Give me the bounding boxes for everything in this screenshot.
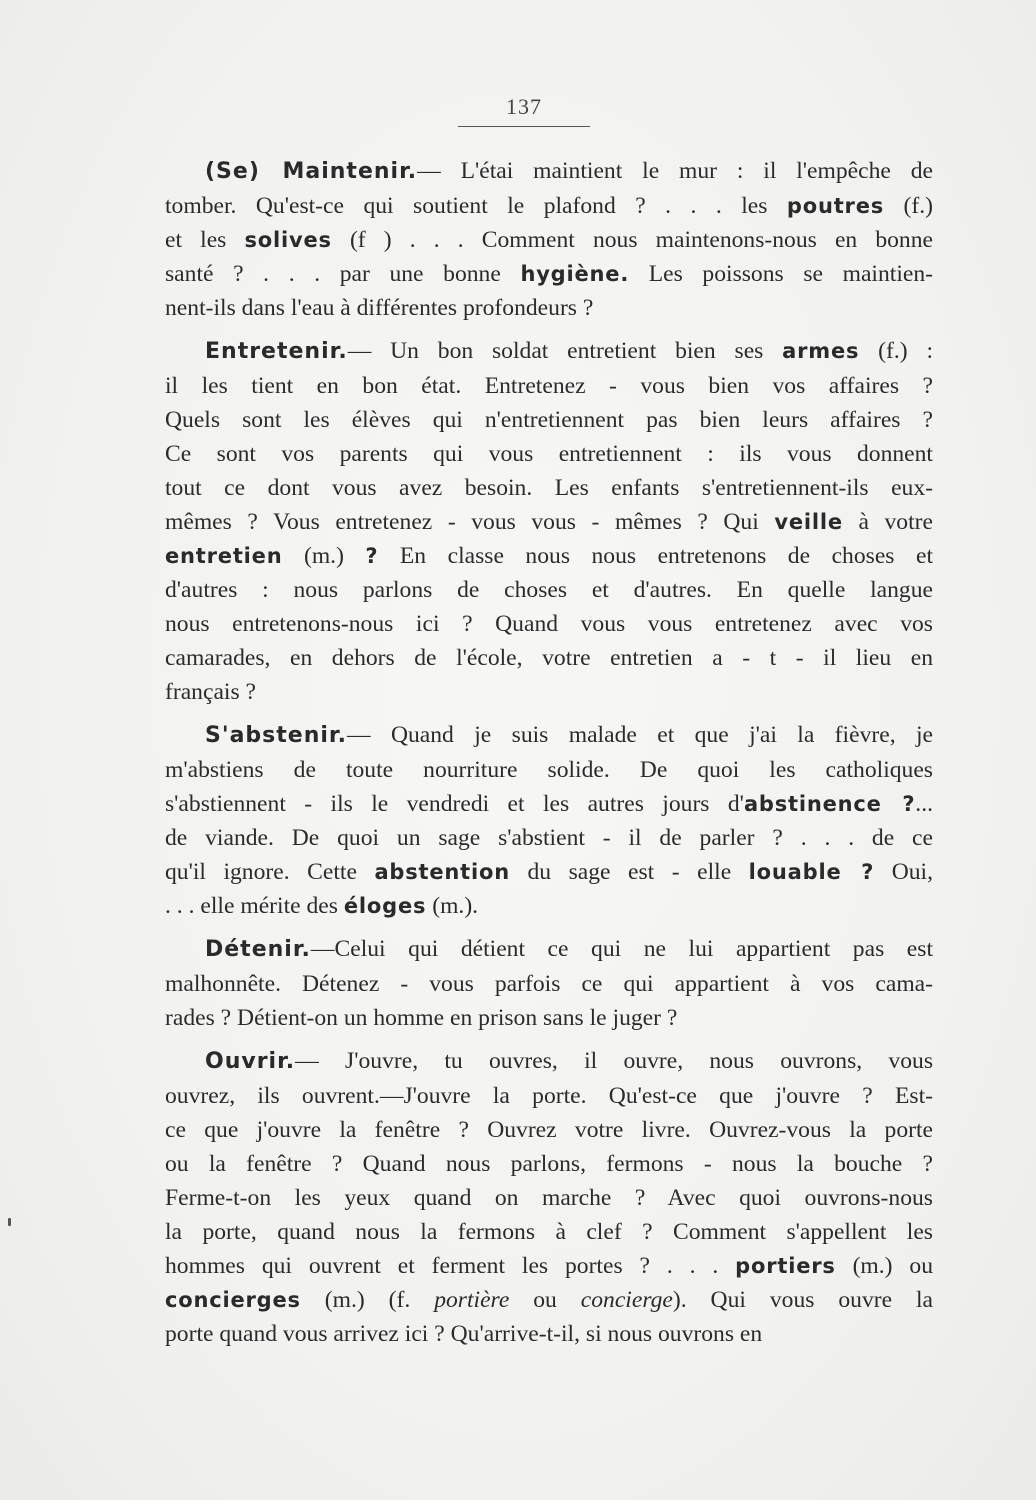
text-run: hommes qui ouvrent et ferment les portes ? . . .	[165, 1253, 736, 1279]
paragraph-ouvrir	[125, 1044, 933, 1351]
vocabulary-word: abstinence ?	[743, 792, 916, 816]
text-line	[125, 1147, 933, 1181]
paragraph-detenir	[125, 932, 933, 1035]
text-run: ...	[915, 791, 933, 817]
text-run: Oui,	[874, 859, 933, 885]
text-line	[125, 718, 933, 753]
entry-headword: Ouvrir.	[205, 1049, 296, 1074]
text-line	[125, 1215, 933, 1249]
italic-word: concierge	[580, 1287, 673, 1313]
text-line	[125, 641, 933, 675]
text-line	[125, 154, 933, 189]
text-line	[125, 573, 933, 607]
text-run: — J'ouvre, tu ouvres, il ouvre, nous ouvrons, vous	[295, 1048, 933, 1074]
vocabulary-word: ?	[365, 544, 379, 568]
text-run: (f.)	[884, 193, 933, 219]
text-line	[125, 291, 933, 325]
vocabulary-word: entretien	[165, 544, 283, 568]
text-line	[125, 607, 933, 641]
entry-headword: (Se) Maintenir.	[205, 159, 418, 184]
text-run: (f ) . . . Comment nous maintenons-nous en bonne	[331, 227, 933, 253]
text-line	[125, 1249, 933, 1283]
text-line	[125, 1113, 933, 1147]
text-run: (m.) (f.	[300, 1287, 435, 1313]
vocabulary-word: abstention	[374, 860, 510, 884]
text-line	[125, 821, 933, 855]
text-line	[125, 753, 933, 787]
text-run: français ?	[165, 679, 257, 705]
text-run: rades ? Détient-on un homme en prison sans le juger ?	[165, 1005, 678, 1031]
text-line	[125, 675, 933, 709]
text-line	[125, 437, 933, 471]
text-run: (m.).	[426, 893, 479, 919]
text-run: ouvrez, ils ouvrent.—J'ouvre la porte. Qu'est-ce que j'ouvre ? Est-	[165, 1083, 933, 1109]
text-run: ce que j'ouvre la fenêtre ? Ouvrez votre livre. Ouvrez-vous la porte	[165, 1117, 933, 1143]
vocabulary-word: poutres	[786, 194, 885, 218]
text-line	[125, 223, 933, 257]
vocabulary-word: louable ?	[748, 860, 875, 884]
text-line	[125, 257, 933, 291]
text-run: Ce sont vos parents qui vous entretiennent : ils vous donnent	[165, 441, 933, 467]
text-run: (m.) ou	[835, 1253, 933, 1279]
paragraph-abstenir	[125, 718, 933, 923]
text-run: s'abstiennent - ils le vendredi et les autres jours d'	[165, 791, 744, 817]
text-line	[125, 1283, 933, 1317]
text-run: mêmes ? Vous entretenez - vous vous - mêmes ? Qui	[165, 509, 775, 535]
text-run: et les	[165, 227, 245, 253]
text-line	[125, 855, 933, 889]
margin-mark	[8, 1218, 11, 1226]
vocabulary-word: concierges	[165, 1288, 301, 1312]
page-number: 137	[506, 94, 542, 119]
page-number-rule	[458, 126, 590, 127]
vocabulary-word: éloges	[343, 894, 427, 918]
vocabulary-word: armes	[782, 339, 860, 363]
text-line	[125, 932, 933, 967]
text-run: ou	[509, 1287, 581, 1313]
text-run: malhonnête. Détenez - vous parfois ce qui appartient à vos cama-	[165, 971, 933, 997]
vocabulary-word: veille	[774, 510, 843, 534]
text-run: camarades, en dehors de l'école, votre entretien a - t - il lieu en	[165, 645, 933, 671]
body-text	[125, 154, 933, 1360]
text-run: nous entretenons-nous ici ? Quand vous vous entretenez avec vos	[165, 611, 933, 637]
text-run: porte quand vous arrivez ici ? Qu'arrive-t-il, si nous ouvrons en	[165, 1321, 763, 1347]
text-run: à votre	[842, 509, 933, 535]
text-line	[125, 403, 933, 437]
text-line	[125, 505, 933, 539]
text-line	[125, 889, 933, 923]
text-run: (f.) :	[859, 338, 933, 364]
text-run: . . . elle mérite des	[165, 893, 344, 919]
text-run: ). Qui vous ouvre la	[672, 1287, 934, 1313]
text-line	[125, 1044, 933, 1079]
entry-headword: Détenir.	[205, 937, 311, 962]
italic-word: portière	[434, 1287, 510, 1313]
text-line	[125, 189, 933, 223]
text-run: Les poissons se maintien-	[629, 261, 934, 287]
text-run: m'abstiens de toute nourriture solide. De quoi les catholiques	[165, 757, 933, 783]
text-run: la porte, quand nous la fermons à clef ? Comment s'appellent les	[165, 1219, 933, 1245]
text-run: il les tient en bon état. Entretenez - vous bien vos affaires ?	[165, 373, 933, 399]
text-line	[125, 1317, 933, 1351]
text-run: — Un bon soldat entretient bien ses	[347, 338, 783, 364]
text-line	[125, 967, 933, 1001]
text-run: En classe nous nous entretenons de choses et	[378, 543, 933, 569]
paragraph-maintenir	[125, 154, 933, 325]
text-run: nent-ils dans l'eau à différentes profondeurs ?	[165, 295, 594, 321]
text-run: Ferme-t-on les yeux quand on marche ? Avec quoi ouvrons-nous	[165, 1185, 933, 1211]
text-run: d'autres : nous parlons de choses et d'autres. En quelle langue	[165, 577, 933, 603]
text-run: tout ce dont vous avez besoin. Les enfants s'entretiennent-ils eux-	[165, 475, 933, 501]
vocabulary-word: hygiène.	[520, 262, 630, 286]
text-line	[125, 539, 933, 573]
text-run: — Quand je suis malade et que j'ai la fièvre, je	[346, 722, 933, 748]
text-run: Quels sont les élèves qui n'entretiennent pas bien leurs affaires ?	[165, 407, 933, 433]
text-line	[125, 1079, 933, 1113]
text-line	[125, 1001, 933, 1035]
paragraph-entretenir	[125, 334, 933, 709]
text-run: ou la fenêtre ? Quand nous parlons, fermons - nous la bouche ?	[165, 1151, 933, 1177]
text-run: — L'étai maintient le mur : il l'empêche de	[417, 158, 934, 184]
text-run: de viande. De quoi un sage s'abstient - il de parler ? . . . de ce	[165, 825, 933, 851]
text-line	[125, 334, 933, 369]
entry-headword: Entretenir.	[205, 339, 348, 364]
text-line	[125, 787, 933, 821]
text-line	[125, 1181, 933, 1215]
entry-headword: S'abstenir.	[205, 723, 347, 748]
text-line	[125, 369, 933, 403]
vocabulary-word: portiers	[735, 1254, 836, 1278]
text-run: santé ? . . . par une bonne	[165, 261, 521, 287]
text-run: du sage est - elle	[510, 859, 749, 885]
text-run: tomber. Qu'est-ce qui soutient le plafond ? . . . les	[165, 193, 787, 219]
vocabulary-word: solives	[244, 228, 332, 252]
text-run: (m.)	[282, 543, 366, 569]
text-line	[125, 471, 933, 505]
text-run: qu'il ignore. Cette	[165, 859, 375, 885]
text-run: —Celui qui détient ce qui ne lui appartient pas est	[310, 936, 933, 962]
